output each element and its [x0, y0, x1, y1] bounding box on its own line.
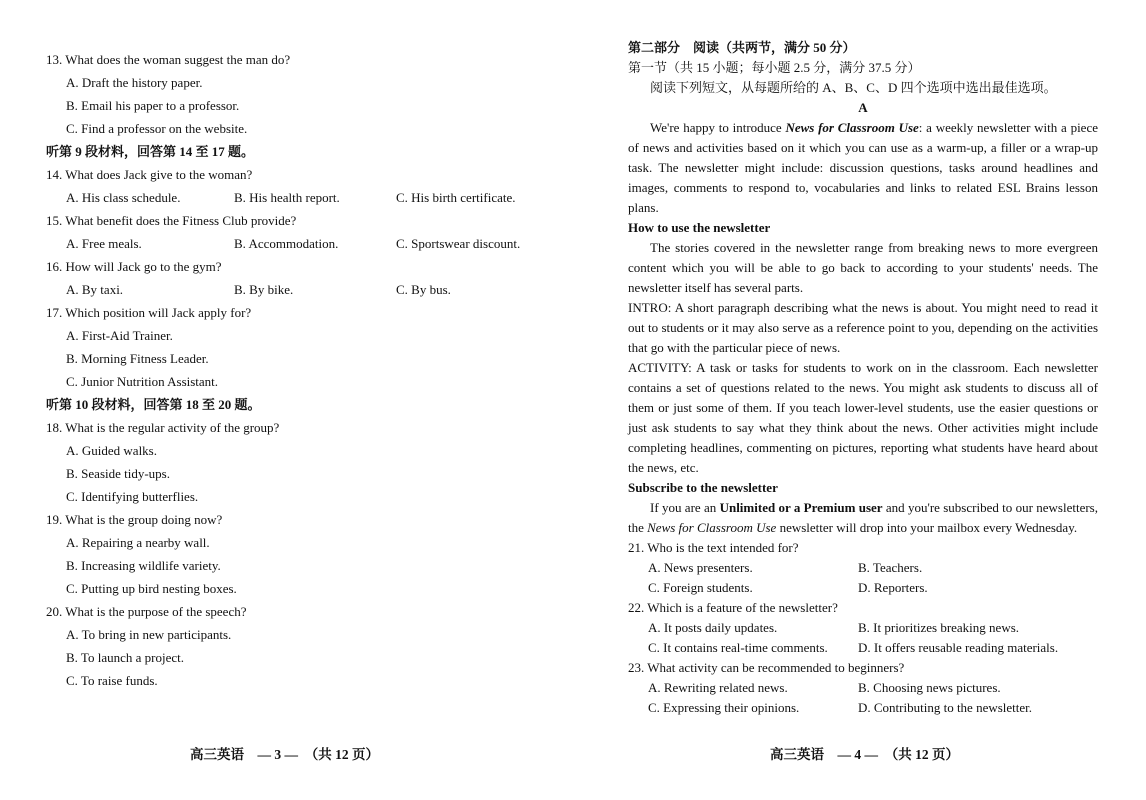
page-footer-3: 高三英语 — 3 — （共 12 页） — [190, 747, 379, 762]
question: 22. Which is a feature of the newsletter? — [628, 600, 838, 615]
option: C. Putting up bird nesting boxes. — [66, 581, 237, 596]
option-row — [628, 618, 1098, 638]
option: A. To bring in new participants. — [66, 627, 232, 642]
option: B. To launch a project. — [66, 650, 184, 665]
option: C. Sportswear discount. — [396, 236, 521, 251]
activity-paragraph: ACTIVITY: A task or tasks for students to work on in the classroom. Each newsletter contains a set of questions related to the news. You might ask students to discuss all of them or just some of them. If you teach lower-level students, use the easier questions or just ask students to say what they think about the news. Other activities might include completing headlines, commenting on pictures, reporting what students have heard about the news, etc. — [628, 360, 1098, 475]
instruction: 阅读下列短文，从每题所给的 A、B、C、D 四个选项中选出最佳选项。 — [650, 80, 1057, 95]
option: C. Foreign students. — [648, 580, 753, 595]
option: A. Repairing a nearby wall. — [66, 535, 210, 550]
option: B. It prioritizes breaking news. — [858, 620, 1020, 635]
option: B. Accommodation. — [234, 236, 339, 251]
intro-paragraph: We're happy to introduce News for Classroom Use: a weekly newsletter with a piece of news and activities based on it which you can use as a warm-up, a filler or a wrap-up task. The newsletter might include: discussion questions, tasks around headlines and images, comments to respond to, vocabularies and links to related ESL Brains lesson plans. — [628, 120, 1098, 215]
question: 13. What does the woman suggest the man do? — [46, 52, 291, 67]
option: B. Choosing news pictures. — [858, 680, 1001, 695]
question: 19. What is the group doing now? — [46, 512, 223, 527]
subscribe-paragraph: If you are an Unlimited or a Premium user and you're subscribed to our newsletters, the News for Classroom Use newsletter will drop into your mailbox every Wednesday. — [628, 500, 1098, 535]
option: B. Seaside tidy-ups. — [66, 466, 170, 481]
option: B. Increasing wildlife variety. — [66, 558, 221, 573]
newsletter-name: News for Classroom Use — [785, 120, 919, 135]
option: C. By bus. — [396, 282, 451, 297]
option: A. It posts daily updates. — [648, 620, 778, 635]
part-title: 第二部分 阅读（共两节，满分 50 分） — [628, 40, 856, 55]
option-row — [46, 232, 546, 255]
option: C. His birth certificate. — [396, 190, 516, 205]
option: C. Expressing their opinions. — [648, 700, 800, 715]
option: B. His health report. — [234, 190, 340, 205]
how-paragraph: The stories covered in the newsletter range from breaking news to more evergreen content which you will be able to go back to according to your students' needs. The newsletter itself has several parts. — [628, 240, 1098, 295]
option: B. Morning Fitness Leader. — [66, 351, 209, 366]
question: 15. What benefit does the Fitness Club provide? — [46, 213, 297, 228]
option: A. Rewriting related news. — [648, 680, 788, 695]
option: C. To raise funds. — [66, 673, 158, 688]
reading-section — [628, 38, 1098, 718]
question: 21. Who is the text intended for? — [628, 540, 799, 555]
option: C. Identifying butterflies. — [66, 489, 199, 504]
option-row — [628, 698, 1098, 718]
option: D. Reporters. — [858, 580, 928, 595]
option-row — [628, 578, 1098, 598]
passage-label: A — [858, 100, 868, 115]
option-row — [628, 678, 1098, 698]
option: A. Draft the history paper. — [66, 75, 203, 90]
option: C. It contains real-time comments. — [648, 640, 828, 655]
section-instruction: 听第 9 段材料，回答第 14 至 17 题。 — [46, 144, 255, 159]
question: 20. What is the purpose of the speech? — [46, 604, 247, 619]
option: B. Teachers. — [858, 560, 923, 575]
listening-questions — [46, 48, 546, 692]
how-heading: How to use the newsletter — [628, 220, 771, 235]
reading-questions — [628, 538, 1098, 718]
question: 16. How will Jack go to the gym? — [46, 259, 222, 274]
section-instruction: 听第 10 段材料，回答第 18 至 20 题。 — [46, 397, 261, 412]
question: 23. What activity can be recommended to beginners? — [628, 660, 905, 675]
option: C. Find a professor on the website. — [66, 121, 248, 136]
option-row — [628, 638, 1098, 658]
option-row — [46, 186, 546, 209]
option: A. By taxi. — [66, 282, 124, 297]
question: 17. Which position will Jack apply for? — [46, 305, 252, 320]
intro-section-paragraph: INTRO: A short paragraph describing what the news is about. You might need to read it out to students or it may also serve as a reference point to you, depending on the activities that go with the particular piece of news. — [628, 300, 1098, 355]
subscribe-heading: Subscribe to the newsletter — [628, 480, 778, 495]
section-title: 第一节（共 15 小题；每小题 2.5 分，满分 37.5 分） — [628, 60, 921, 75]
question: 14. What does Jack give to the woman? — [46, 167, 253, 182]
option: A. Guided walks. — [66, 443, 157, 458]
option: D. Contributing to the newsletter. — [858, 700, 1033, 715]
option: B. By bike. — [234, 282, 294, 297]
page-footer-4: 高三英语 — 4 — （共 12 页） — [770, 747, 959, 762]
option: D. It offers reusable reading materials. — [858, 640, 1059, 655]
right-page — [575, 0, 1146, 800]
option-row — [46, 278, 546, 301]
option: A. News presenters. — [648, 560, 753, 575]
option: C. Junior Nutrition Assistant. — [66, 374, 219, 389]
option: A. Free meals. — [66, 236, 142, 251]
option: A. His class schedule. — [66, 190, 181, 205]
option-row — [628, 558, 1098, 578]
left-page — [0, 0, 560, 800]
option: B. Email his paper to a professor. — [66, 98, 240, 113]
option: A. First-Aid Trainer. — [66, 328, 173, 343]
question: 18. What is the regular activity of the group? — [46, 420, 280, 435]
